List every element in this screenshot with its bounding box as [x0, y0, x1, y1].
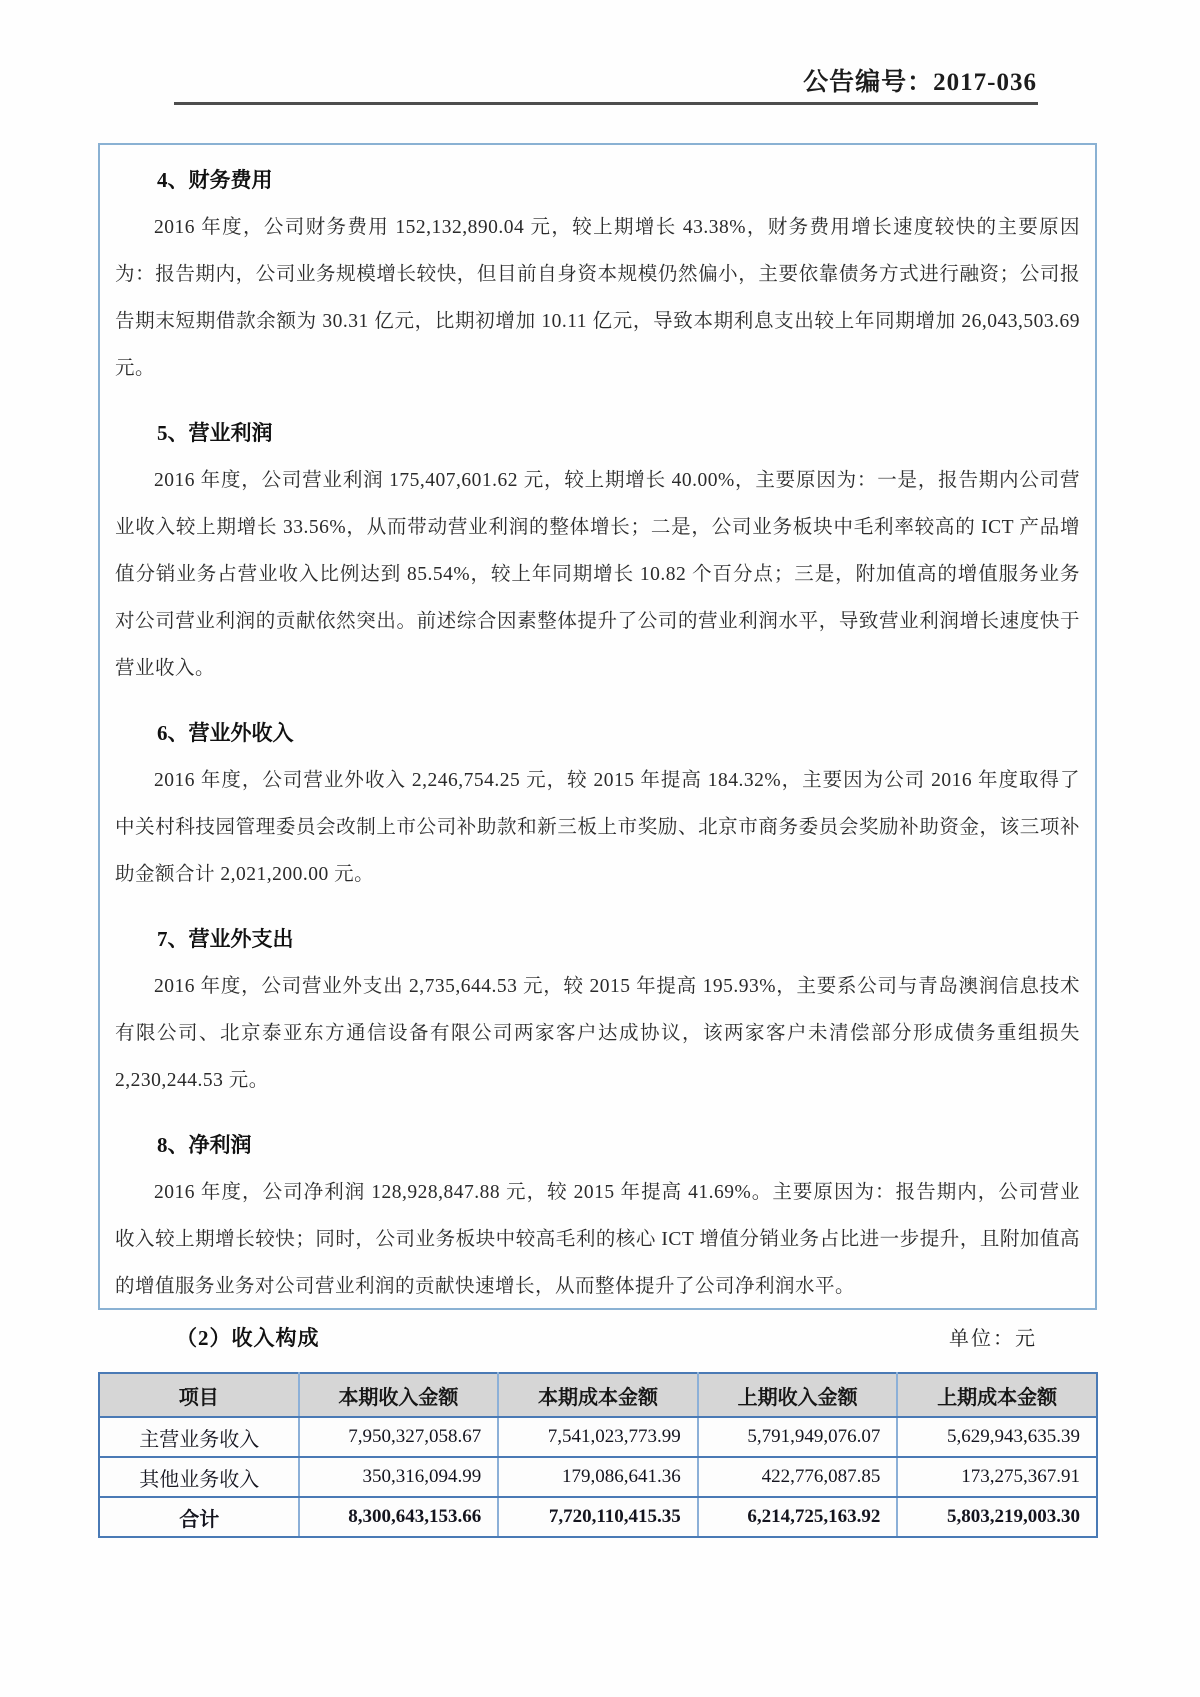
table-header-row [99, 1373, 1097, 1417]
section-paragraph-finance-expense: 2016 年度，公司财务费用 152,132,890.04 元，较上期增长 43.38%，财务费用增长速度较快的主要原因为：报告期内，公司业务规模增长较快，但目前自身资本规模仍然偏小，主要依靠债务方式进行融资；公司报告期末短期借款余额为 30.31 亿元，比期初增加 10.11 亿元，导致本期利息支出较上年同期增加 26,043,503.69 元。 [115, 217, 1080, 379]
cell-value: 350,316,094.99 [299, 1457, 499, 1497]
cell-value: 179,086,641.36 [498, 1457, 698, 1497]
cell-value: 7,950,327,058.67 [299, 1417, 499, 1457]
unit-label: 单位：元 [949, 1328, 1037, 1350]
cell-value: 6,214,725,163.92 [698, 1497, 898, 1537]
header-divider [174, 102, 1038, 105]
section-heading-net-profit: 8、净利润 [157, 1133, 252, 1157]
section-heading-finance-expense: 4、财务费用 [157, 168, 273, 192]
section-paragraph-non-operating-income: 2016 年度，公司营业外收入 2,246,754.25 元，较 2015 年提高 184.32%，主要因为公司 2016 年度取得了中关村科技园管理委员会改制上市公司补助款和新三板上市奖励、北京市商务委员会奖励补助资金，该三项补助金额合计 2,021,200.00 元。 [115, 770, 1080, 885]
section-heading-non-operating-income: 6、营业外收入 [157, 721, 294, 745]
col-header-prior-revenue: 上期收入金额 [698, 1373, 898, 1417]
cell-value: 5,803,219,003.30 [897, 1497, 1097, 1537]
row-label: 其他业务收入 [99, 1457, 299, 1497]
col-header-current-cost: 本期成本金额 [498, 1373, 698, 1417]
cell-value: 5,791,949,076.07 [698, 1417, 898, 1457]
cell-value: 8,300,643,153.66 [299, 1497, 499, 1537]
col-header-item: 项目 [99, 1373, 299, 1417]
section-heading-operating-profit: 5、营业利润 [157, 421, 273, 445]
section-paragraph-net-profit: 2016 年度，公司净利润 128,928,847.88 元，较 2015 年提高 41.69%。主要原因为：报告期内，公司营业收入较上期增长较快；同时，公司业务板块中较高毛利的核心 ICT 增值分销业务占比进一步提升，且附加值高的增值服务业务对公司营业利润的贡献快速增长，从而整体提升了公司净利润水平。 [115, 1182, 1080, 1297]
revenue-composition-table [98, 1372, 1098, 1538]
cell-value: 173,275,367.91 [897, 1457, 1097, 1497]
row-label: 主营业务收入 [99, 1417, 299, 1457]
income-composition-title-row [98, 1322, 1097, 1352]
row-label: 合计 [99, 1497, 299, 1537]
section-heading-non-operating-expense: 7、营业外支出 [157, 927, 294, 951]
report-content-box [98, 143, 1097, 1310]
col-header-prior-cost: 上期成本金额 [897, 1373, 1097, 1417]
cell-value: 7,541,023,773.99 [498, 1417, 698, 1457]
section-paragraph-operating-profit: 2016 年度，公司营业利润 175,407,601.62 元，较上期增长 40.00%，主要原因为：一是，报告期内公司营业收入较上期增长 33.56%，从而带动营业利润的整体增长；二是，公司业务板块中毛利率较高的 ICT 产品增值分销业务占营业收入比例达到 85.54%，较上年同期增长 10.82 个百分点；三是，附加值高的增值服务业务对公司营业利润的贡献依然突出。前述综合因素整体提升了公司的营业利润水平，导致营业利润增长速度快于营业收入。 [115, 470, 1080, 679]
cell-value: 422,776,087.85 [698, 1457, 898, 1497]
table-row-total [99, 1497, 1097, 1537]
table-row-other-business [99, 1457, 1097, 1497]
income-composition-title: （2）收入构成 [176, 1326, 320, 1350]
announcement-number: 公告编号：2017-036 [803, 69, 1037, 96]
table-row-main-business [99, 1417, 1097, 1457]
cell-value: 7,720,110,415.35 [498, 1497, 698, 1537]
cell-value: 5,629,943,635.39 [897, 1417, 1097, 1457]
col-header-current-revenue: 本期收入金额 [299, 1373, 499, 1417]
section-paragraph-non-operating-expense: 2016 年度，公司营业外支出 2,735,644.53 元，较 2015 年提高 195.93%，主要系公司与青岛澳润信息技术有限公司、北京泰亚东方通信设备有限公司两家客户达成协议，该两家客户未清偿部分形成债务重组损失 2,230,244.53 元。 [115, 976, 1080, 1091]
